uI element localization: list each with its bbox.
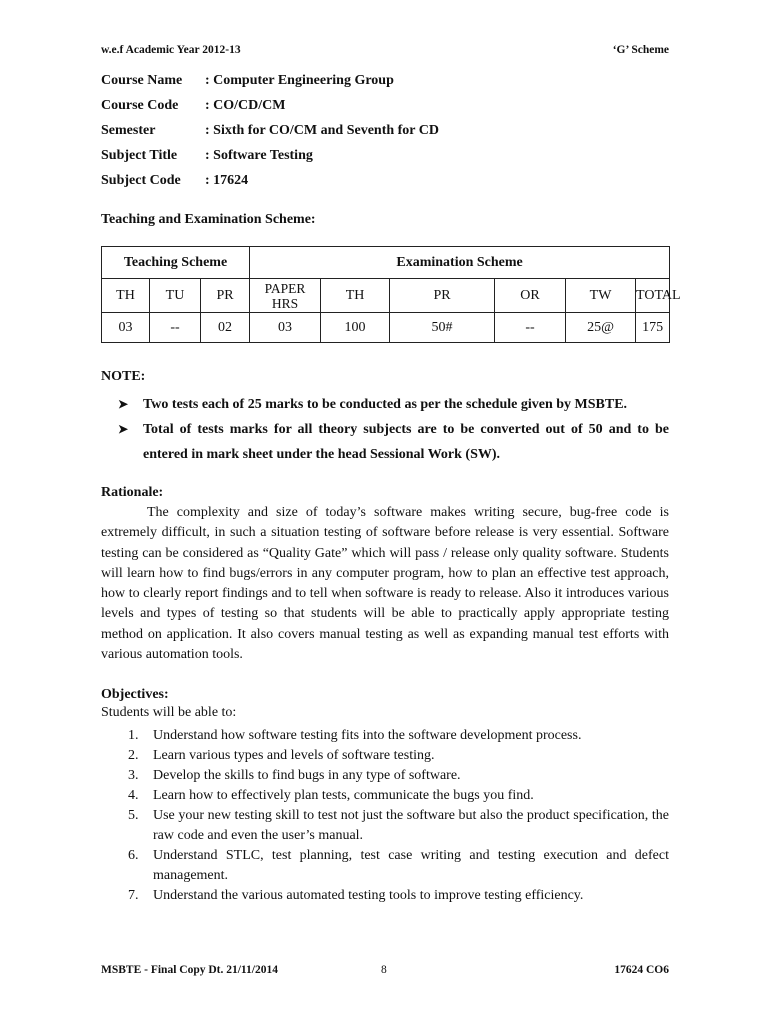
list-number: 7. (128, 888, 139, 903)
header-academic-year: w.e.f Academic Year 2012-13 (101, 44, 241, 56)
note-text: Two tests each of 25 marks to be conducted as per the schedule given by MSBTE. (143, 397, 628, 412)
meta-value: : Computer Engineering Group (205, 72, 394, 88)
table-cell: 03 (102, 313, 150, 343)
meta-value: : Sixth for CO/CM and Seventh for CD (205, 122, 439, 138)
list-item (128, 886, 669, 906)
meta-label: Course Name (101, 72, 183, 88)
meta-label: Subject Code (101, 173, 181, 189)
list-text: Learn various types and levels of software testing. (153, 748, 435, 763)
column-header: TOTAL (636, 279, 670, 313)
arrow-bullet-icon: ➤ (118, 397, 129, 411)
table-cell: 50# (390, 313, 495, 343)
arrow-bullet-icon: ➤ (118, 422, 129, 436)
table-cell: -- (495, 313, 566, 343)
list-number: 2. (128, 748, 139, 763)
meta-label: Subject Title (101, 148, 178, 164)
page-number: 8 (381, 964, 387, 976)
footer-code: 17624 CO6 (614, 964, 669, 976)
list-text: Understand STLC, test planning, test case writing and testing execution and defect management. (153, 848, 669, 883)
meta-row (101, 68, 439, 93)
course-meta (101, 68, 439, 194)
list-number: 1. (128, 728, 139, 743)
objectives-title: Objectives: (101, 687, 169, 702)
meta-value: : CO/CD/CM (205, 97, 286, 113)
column-header: OR (495, 279, 566, 313)
meta-value: : 17624 (205, 173, 249, 189)
footer-copy-date: MSBTE - Final Copy Dt. 21/11/2014 (101, 964, 278, 976)
note-item (118, 392, 669, 417)
list-item (128, 766, 669, 786)
list-text: Develop the skills to find bugs in any type of software. (153, 768, 461, 783)
table-cell: 03 (250, 313, 321, 343)
table-cell: 100 (321, 313, 390, 343)
list-text: Use your new testing skill to test not just the software but also the product specification, the raw code and even the user’s manual. (153, 808, 669, 843)
rationale-title: Rationale: (101, 485, 164, 500)
list-item (128, 846, 669, 886)
column-header: TW (566, 279, 636, 313)
list-number: 6. (128, 848, 139, 863)
column-header: TU (150, 279, 201, 313)
rationale-text: The complexity and size of today’s software makes writing secure, bug-free code is extremely difficult, in such a situation testing of software before release is very essential. Software testing can be considered as “Quality Gate” which will pass / release only quality software. Students will learn how to find bugs/errors in any computer program, how to plan an effective test approach, how to clearly report findings and to tell when software is ready to release. Also it introduces various levels and types of testing so that students will be able to practically apply appropriate testing method on application. It also covers manual testing as well as expanding manual test efforts with various automation tools. (101, 505, 669, 663)
meta-row (101, 169, 439, 194)
scheme-table (101, 246, 681, 343)
scheme-title: Teaching and Examination Scheme: (101, 212, 316, 227)
list-text: Learn how to effectively plan tests, communicate the bugs you find. (153, 788, 534, 803)
list-item (128, 726, 669, 746)
note-title: NOTE: (101, 369, 146, 384)
note-list (118, 392, 669, 467)
column-header: TH (321, 279, 390, 313)
table-cell: 25@ (566, 313, 636, 343)
list-item (128, 746, 669, 766)
meta-row (101, 118, 439, 143)
column-header: PR (390, 279, 495, 313)
objectives-intro: Students will be able to: (101, 705, 237, 720)
column-header: TH (102, 279, 150, 313)
meta-row (101, 144, 439, 169)
meta-value: : Software Testing (205, 148, 313, 164)
list-item (128, 806, 669, 846)
list-number: 5. (128, 808, 139, 823)
objectives-list (128, 726, 669, 906)
column-header: PR (201, 279, 250, 313)
header-scheme: ‘G’ Scheme (612, 44, 669, 56)
meta-label: Course Code (101, 97, 179, 113)
list-text: Understand how software testing fits into the software development process. (153, 728, 582, 743)
meta-label: Semester (101, 122, 156, 138)
teaching-scheme-header: Teaching Scheme (102, 247, 250, 279)
list-text: Understand the various automated testing tools to improve testing efficiency. (153, 888, 584, 903)
note-item (118, 417, 669, 467)
note-text: Total of tests marks for all theory subjects are to be converted out of 50 and to be entered in mark sheet under the head Sessional Work (SW). (143, 422, 669, 462)
exam-scheme-header: Examination Scheme (250, 247, 670, 279)
list-item (128, 786, 669, 806)
table-cell: 02 (201, 313, 250, 343)
list-number: 3. (128, 768, 139, 783)
table-cell: 175 (636, 313, 670, 343)
meta-row (101, 93, 439, 118)
page-header (101, 44, 669, 56)
list-number: 4. (128, 788, 139, 803)
column-header: PAPER HRS (250, 279, 321, 313)
table-cell: -- (150, 313, 201, 343)
